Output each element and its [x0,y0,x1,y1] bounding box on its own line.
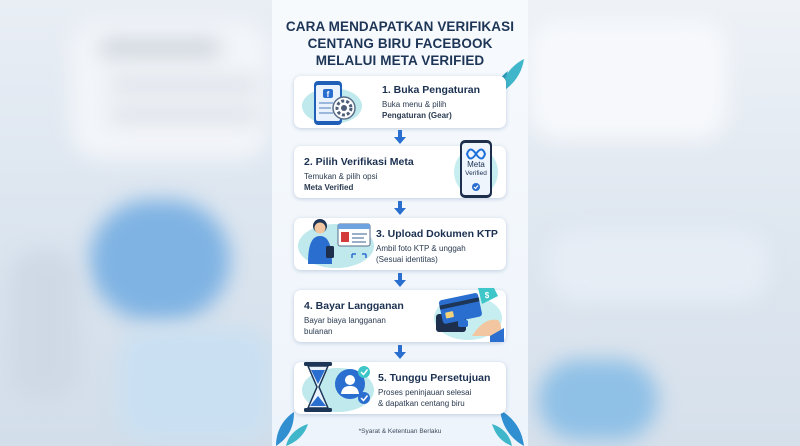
step-description-line: & dapatkan centang biru [378,398,465,408]
step-heading: 1. Buka Pengaturan [382,84,481,96]
arrow-down-icon [394,201,406,215]
title-line: CENTANG BIRU FACEBOOK [307,36,493,51]
step-3-card [294,218,506,270]
title-line: MELALUI META VERIFIED [315,53,485,68]
step-description [376,244,466,265]
step-description-line: Ambil foto KTP & unggah [376,244,466,253]
arrow-down-icon [394,273,406,287]
phone-label-meta: Meta [467,160,485,169]
svg-text:$: $ [484,291,490,300]
arrow-down-icon [394,130,406,144]
step-description-line: Proses peninjauan selesai [378,388,472,397]
step-heading: 2. Pilih Verifikasi Meta [304,156,414,168]
step-4-card [294,290,506,342]
phone-label-verified: Verified [465,170,487,177]
step-heading: 4. Bayar Langganan [304,300,404,312]
step-description-line: Buka menu & pilih [382,100,447,109]
step-description-bold: Meta Verified [304,182,354,192]
step-description-line: Bayar biaya langganan [304,316,386,325]
infographic-card [272,0,528,446]
step-heading: 5. Tunggu Persetujuan [378,372,491,384]
title-line: CARA MENDAPATKAN VERIFIKASI [285,19,515,34]
blurred-background-right [528,0,800,446]
step-description-bold: Pengaturan (Gear) [382,110,452,120]
step-description [304,316,386,337]
phone-settings-icon [302,80,376,126]
step-heading: 3. Upload Dokumen KTP [376,228,498,240]
step-description [382,100,452,121]
step-description [378,388,471,409]
blurred-background-left [0,0,272,446]
arrow-down-icon [394,345,406,359]
step-description-line: Temukan & pilih opsi [304,172,378,181]
footnote: *Syarat & Ketentuan Berlaku [358,428,442,435]
step-5-card [294,362,506,414]
hourglass-approval-icon [298,358,376,416]
meta-verified-phone-icon [454,138,498,200]
step-1-card [294,76,506,128]
upload-id-card-icon [296,212,376,270]
step-2-card [294,146,506,198]
svg-text:f: f [326,90,330,99]
step-description [304,172,377,193]
payment-card-icon [432,284,504,342]
step-description-line: bulanan [304,326,333,336]
infographic-title [272,18,528,69]
step-description-line: (Sesuai identitas) [376,254,438,264]
